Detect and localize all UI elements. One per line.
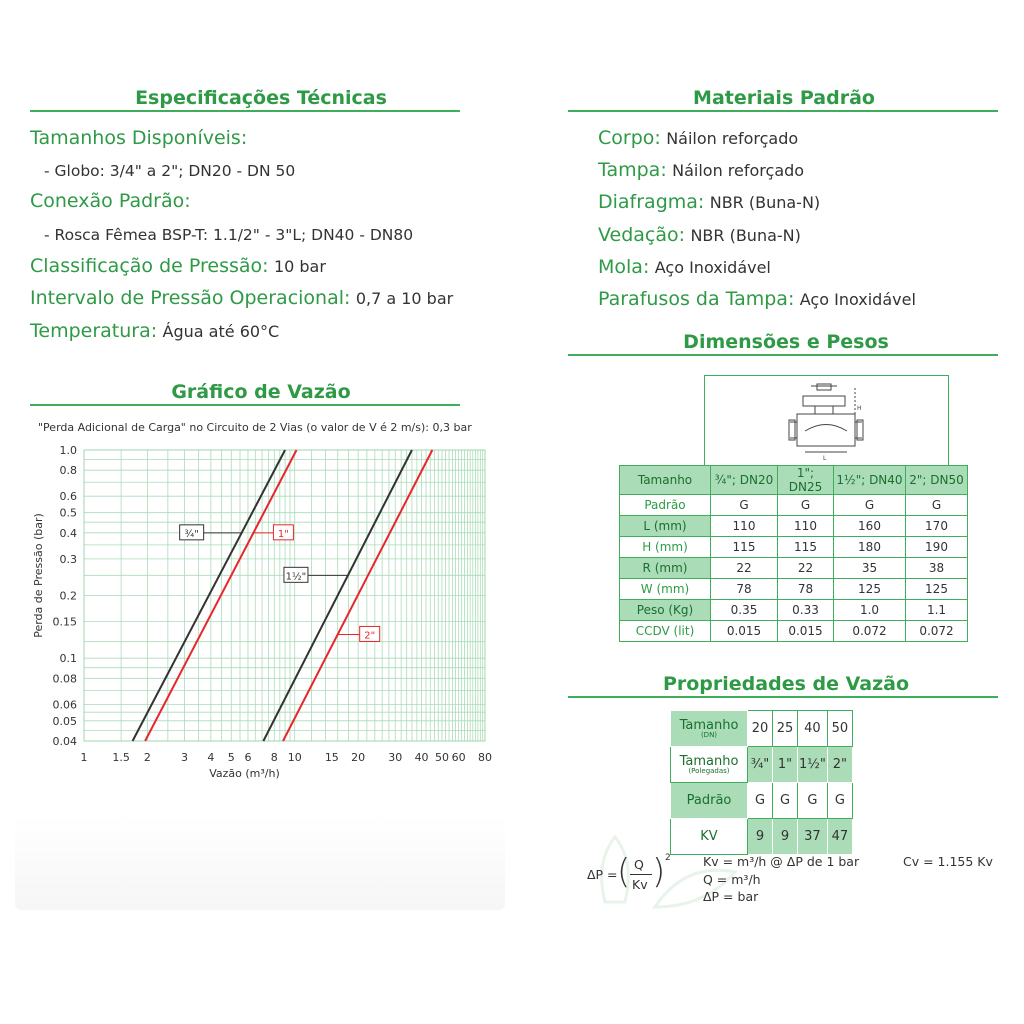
y-tick-label: 0.04	[52, 735, 77, 748]
x-tick-label: 5	[227, 751, 235, 764]
spec-conexao-key: Conexão Padrão:	[30, 190, 191, 212]
flow-title: Propriedades de Vazão	[662, 673, 910, 695]
table-row	[671, 747, 853, 783]
spec-conexao	[30, 190, 191, 212]
x-tick-label: 50	[434, 751, 449, 764]
materials-title-rule	[568, 110, 998, 112]
diagram-l-label: L	[823, 455, 827, 462]
table-cell: 0.015	[778, 621, 834, 642]
table-cell: 9	[773, 819, 798, 855]
table-cell: ¾"	[748, 747, 773, 783]
y-tick-label: 0.15	[52, 615, 77, 629]
x-tick-label: 10	[287, 751, 302, 764]
y-tick-label: 0.3	[59, 552, 77, 566]
x-tick-label: 40	[414, 751, 429, 764]
table-cell: G	[906, 495, 968, 516]
table-cell: 35	[834, 558, 906, 579]
x-axis-label: Vazão (m³/h)	[209, 767, 280, 780]
dimensions-header-cell: ¾"; DN20	[711, 466, 778, 495]
materials-item	[598, 256, 771, 278]
dp-definition: ΔP = bar	[703, 889, 759, 904]
flow-title-rule	[568, 696, 998, 698]
row-label: H (mm)	[620, 537, 711, 558]
x-tick-label: 6	[244, 751, 252, 764]
y-tick-label: 0.6	[59, 490, 77, 504]
table-row	[620, 558, 968, 579]
row-label: R (mm)	[620, 558, 711, 579]
row-label: Padrão	[620, 495, 711, 516]
table-cell: 115	[778, 537, 834, 558]
chart-title-rule	[30, 404, 460, 406]
table-cell: 115	[711, 537, 778, 558]
x-tick-label: 20	[351, 751, 366, 764]
table-cell: 110	[711, 516, 778, 537]
dimensions-title: Dimensões e Pesos	[683, 331, 889, 353]
table-cell: 1"	[773, 747, 798, 783]
materials-item-value: Náilon reforçado	[666, 129, 799, 148]
spec-intervalo	[30, 287, 453, 309]
spec-intervalo-value: 0,7 a 10 bar	[355, 289, 454, 308]
annotation-label: 2"	[364, 630, 376, 642]
x-tick-label: 80	[478, 751, 492, 764]
table-cell: 170	[906, 516, 968, 537]
table-cell: G	[778, 495, 834, 516]
materials-item-value: NBR (Buna-N)	[690, 226, 801, 245]
table-cell: 110	[778, 516, 834, 537]
annotation-label: ¾"	[184, 528, 199, 540]
y-tick-label: 0.4	[59, 526, 77, 540]
dimensions-header-cell: 1"; DN25	[778, 466, 834, 495]
kv-definition: Kv = m³/h @ ΔP de 1 bar	[703, 854, 860, 869]
annotation-label: 1½"	[285, 571, 307, 583]
materials-item-key: Parafusos da Tampa:	[598, 288, 795, 310]
materials-item-key: Tampa:	[598, 159, 667, 181]
table-cell: G	[748, 783, 773, 819]
table-cell: 2"	[827, 747, 852, 783]
x-tick-label: 3	[181, 751, 189, 764]
table-cell: 78	[778, 579, 834, 600]
cv-definition: Cv = 1.155 Kv	[903, 854, 993, 869]
y-tick-label: 0.2	[59, 589, 77, 603]
table-cell: 37	[798, 819, 828, 855]
valve-diagram-box	[704, 375, 949, 466]
y-tick-label: 1.0	[59, 444, 77, 457]
row-label-text: Tamanho	[679, 753, 739, 769]
annotation-label: 1"	[277, 528, 289, 540]
row-label-text: Tamanho	[679, 717, 739, 733]
table-cell: 125	[834, 579, 906, 600]
materials-item-key: Mola:	[598, 256, 650, 278]
spec-classificacao	[30, 255, 326, 277]
formula-fraction-bar	[630, 874, 652, 875]
spec-intervalo-key: Intervalo de Pressão Operacional:	[30, 287, 351, 309]
x-tick-label: 2	[143, 751, 151, 764]
table-cell: 0.072	[906, 621, 968, 642]
table-cell: 47	[827, 819, 852, 855]
row-label-text: KV	[700, 829, 718, 844]
row-label	[671, 747, 748, 783]
table-row	[620, 579, 968, 600]
background-smudge	[15, 815, 505, 910]
x-tick-label: 4	[207, 751, 215, 764]
table-cell: 1.0	[834, 600, 906, 621]
formula-exponent: 2	[665, 853, 671, 863]
table-cell: 0.35	[711, 600, 778, 621]
spec-title: Especificações Técnicas	[135, 87, 387, 109]
formula-paren-left: (	[617, 852, 631, 892]
y-tick-label: 0.05	[52, 714, 77, 728]
materials-item-value: Náilon reforçado	[672, 161, 805, 180]
row-label-subtext: (Polegadas)	[688, 766, 730, 775]
table-cell: 1.1	[906, 600, 968, 621]
q-definition: Q = m³/h	[703, 872, 761, 887]
materials-item	[598, 159, 804, 181]
diagram-h-label: H	[857, 405, 862, 412]
table-row	[620, 537, 968, 558]
spec-tamanhos-key: Tamanhos Disponíveis:	[30, 127, 248, 149]
table-cell: 22	[711, 558, 778, 579]
materials-item-value: Aço Inoxidável	[654, 258, 771, 277]
table-cell: 40	[798, 711, 828, 747]
materials-item	[598, 288, 916, 310]
y-tick-label: 0.1	[59, 652, 77, 666]
spec-temperatura	[30, 320, 279, 342]
row-label-subtext: (DN)	[700, 730, 718, 739]
x-tick-label: 1.5	[112, 751, 130, 764]
spec-classificacao-key: Classificação de Pressão:	[30, 255, 269, 277]
valve-diagram	[705, 376, 948, 465]
x-tick-label: 1	[80, 751, 88, 764]
chart-subtitle: "Perda Adicional de Carga" no Circuito de 2 Vias (o valor de V é 2 m/s): 0,3 bar	[38, 421, 472, 434]
table-cell: G	[711, 495, 778, 516]
dimensions-table	[619, 465, 968, 642]
table-row	[620, 495, 968, 516]
spec-conexao-item: - Rosca Fêmea BSP-T: 1.1/2" - 3"L; DN40 - DN80	[44, 226, 414, 244]
flow-chart	[20, 440, 500, 790]
table-cell: G	[827, 783, 852, 819]
table-cell: G	[798, 783, 828, 819]
x-tick-label: 60	[451, 751, 466, 764]
table-cell: 190	[906, 537, 968, 558]
dimensions-header-cell: 1½"; DN40	[834, 466, 906, 495]
row-label: CCDV (lit)	[620, 621, 711, 642]
x-tick-label: 8	[270, 751, 278, 764]
row-label	[671, 783, 748, 819]
dimensions-title-rule	[568, 354, 998, 356]
x-tick-label: 30	[388, 751, 403, 764]
table-row	[620, 600, 968, 621]
table-cell: 125	[906, 579, 968, 600]
row-label	[671, 711, 748, 747]
table-cell: 1½"	[798, 747, 828, 783]
table-cell: G	[834, 495, 906, 516]
row-label: Peso (Kg)	[620, 600, 711, 621]
materials-item-key: Vedação:	[598, 224, 686, 246]
spec-title-rule	[30, 110, 460, 112]
table-cell: 20	[748, 711, 773, 747]
table-cell: 38	[906, 558, 968, 579]
materials-title: Materiais Padrão	[693, 87, 875, 109]
materials-item-key: Corpo:	[598, 127, 661, 149]
table-cell: 25	[773, 711, 798, 747]
table-cell: 0.072	[834, 621, 906, 642]
table-cell: 78	[711, 579, 778, 600]
materials-item	[598, 127, 798, 149]
y-tick-label: 0.5	[59, 506, 77, 520]
chart-title: Gráfico de Vazão	[171, 381, 351, 403]
materials-item-value: NBR (Buna-N)	[709, 193, 821, 212]
dimensions-header-cell: 2"; DN50	[906, 466, 968, 495]
table-row	[671, 783, 853, 819]
y-tick-label: 0.08	[52, 672, 77, 686]
spec-tamanhos-item: - Globo: 3/4" a 2"; DN20 - DN 50	[44, 162, 296, 180]
table-cell: G	[773, 783, 798, 819]
table-row	[620, 621, 968, 642]
table-cell: 180	[834, 537, 906, 558]
row-label: L (mm)	[620, 516, 711, 537]
dimensions-header-cell: Tamanho	[620, 466, 711, 495]
table-cell: 9	[748, 819, 773, 855]
table-cell: 22	[778, 558, 834, 579]
table-row	[671, 711, 853, 747]
table-cell: 50	[827, 711, 852, 747]
materials-item-key: Diafragma:	[598, 191, 705, 213]
formula-paren-right: )	[652, 852, 666, 892]
row-label-text: Padrão	[686, 793, 732, 808]
table-cell: 160	[834, 516, 906, 537]
formula-numerator: Q	[634, 857, 644, 872]
spec-classificacao-value: 10 bar	[273, 257, 326, 276]
table-cell: 0.33	[778, 600, 834, 621]
y-tick-label: 0.8	[59, 464, 77, 478]
materials-item-value: Aço Inoxidável	[799, 290, 916, 309]
spec-tamanhos	[30, 127, 247, 149]
y-axis-label: Perda de Pressão (bar)	[32, 513, 45, 638]
formula-denominator: Kv	[632, 877, 648, 892]
x-tick-label: 15	[324, 751, 339, 764]
table-cell: 0.015	[711, 621, 778, 642]
row-label: W (mm)	[620, 579, 711, 600]
dimensions-header-row	[620, 466, 968, 495]
table-row	[620, 516, 968, 537]
formula-lhs: ΔP =	[587, 867, 618, 882]
y-tick-label: 0.06	[52, 698, 77, 712]
spec-temperatura-value: Água até 60°C	[162, 322, 280, 341]
materials-item	[598, 191, 820, 213]
materials-item	[598, 224, 801, 246]
spec-temperatura-key: Temperatura:	[30, 320, 158, 342]
